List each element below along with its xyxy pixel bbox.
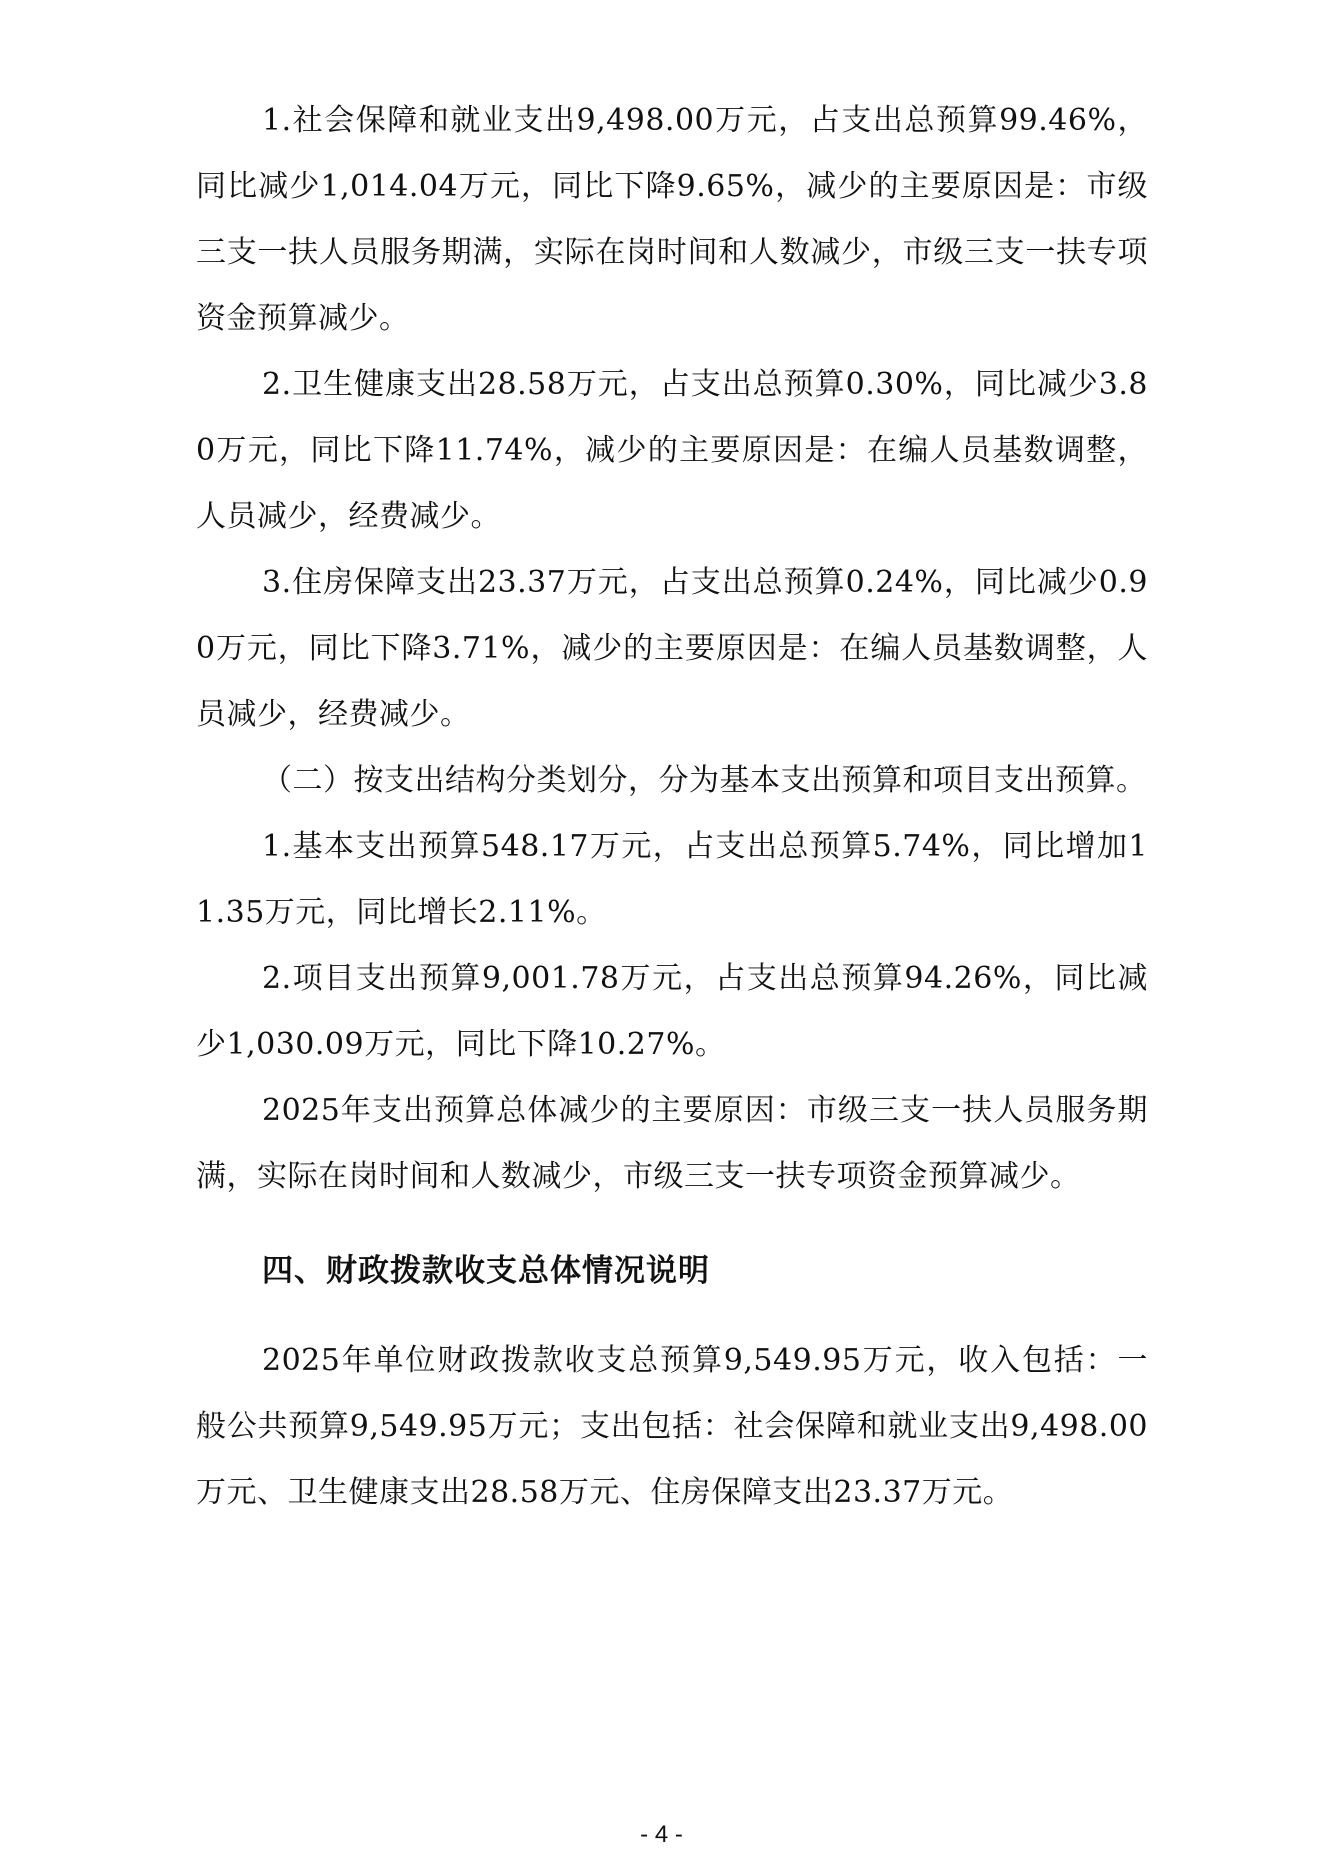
paragraph-health-spending: 2.卫生健康支出28.58万元，占支出总预算0.30%，同比减少3.80万元，同比下降11.74%，减少的主要原因是：在编人员基数调整，人员减少，经费减少。 bbox=[196, 367, 1148, 534]
paragraph-expenditure-structure: （二）按支出结构分类划分，分为基本支出预算和项目支出预算。 bbox=[262, 763, 1147, 798]
paragraph-fiscal-appropriation-summary: 2025年单位财政拨款收支总预算9,549.95万元，收入包括：一般公共预算9,549.95万元；支出包括：社会保障和就业支出9,498.00万元、卫生健康支出28.58万元、住房保障支出23.37万元。 bbox=[196, 1343, 1148, 1510]
document-body bbox=[196, 88, 1148, 1526]
paragraph-project-expenditure: 2.项目支出预算9,001.78万元，占支出总预算94.26%，同比减少1,030.09万元，同比下降10.27%。 bbox=[196, 961, 1148, 1062]
paragraph-housing-spending: 3.住房保障支出23.37万元，占支出总预算0.24%，同比减少0.90万元，同比下降3.71%，减少的主要原因是：在编人员基数调整，人员减少，经费减少。 bbox=[196, 565, 1148, 732]
paragraph-basic-expenditure: 1.基本支出预算548.17万元，占支出总预算5.74%，同比增加11.35万元，同比增长2.11%。 bbox=[196, 829, 1148, 930]
paragraph-overall-decrease-reason: 2025年支出预算总体减少的主要原因：市级三支一扶人员服务期满，实际在岗时间和人数减少，市级三支一扶专项资金预算减少。 bbox=[196, 1093, 1148, 1194]
paragraph-social-security-spending: 1.社会保障和就业支出9,498.00万元，占支出总预算99.46%，同比减少1,014.04万元，同比下降9.65%，减少的主要原因是：市级三支一扶人员服务期满，实际在岗时间和人数减少，市级三支一扶专项资金预算减少。 bbox=[196, 103, 1148, 336]
section-heading-fiscal-appropriation: 四、财政拨款收支总体情况说明 bbox=[262, 1253, 710, 1289]
page-number: - 4 - bbox=[640, 1821, 683, 1848]
